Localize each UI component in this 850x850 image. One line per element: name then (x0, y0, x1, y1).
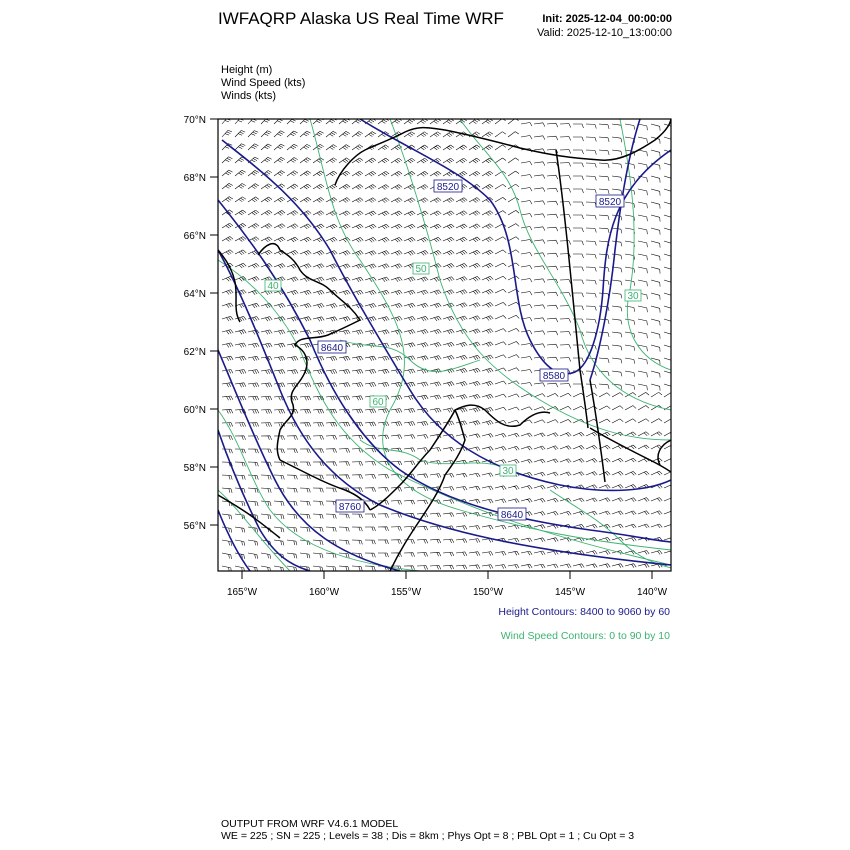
svg-text:30: 30 (502, 466, 514, 477)
valid-time: Valid: 2025-12-10_13:00:00 (537, 27, 672, 39)
lat-tick-label: 58°N (183, 463, 206, 474)
lat-tick-label: 70°N (183, 115, 206, 126)
height-label-6 (498, 508, 526, 521)
lon-tick-label: 140°W (636, 587, 668, 598)
svg-text:8640: 8640 (320, 343, 344, 354)
speed-label-5 (500, 465, 516, 477)
svg-text:8520: 8520 (436, 182, 460, 193)
lon-tick-label: 150°W (472, 587, 504, 598)
field-label-wind-speed: Wind Speed (kts) (221, 77, 306, 89)
height-label-5 (336, 500, 364, 513)
lat-tick-label: 66°N (183, 231, 206, 242)
lon-tick-label: 145°W (554, 587, 586, 598)
field-label-height: Height (m) (221, 64, 273, 76)
speed-label-2 (265, 280, 281, 292)
lon-tick-label: 165°W (226, 587, 258, 598)
speed-label-1 (413, 263, 429, 275)
chart-title: IWFAQRP Alaska US Real Time WRF (218, 9, 504, 28)
svg-text:8760: 8760 (338, 502, 362, 513)
lat-tick-label: 64°N (183, 289, 206, 300)
lat-tick-label: 60°N (183, 405, 206, 416)
model-info-line2: WE = 225 ; SN = 225 ; Levels = 38 ; Dis = 8km ; Phys Opt = 8 ; PBL Opt = 1 ; Cu Opt = 3 (221, 830, 635, 842)
svg-text:8580: 8580 (542, 371, 566, 382)
field-label-winds: Winds (kts) (221, 90, 276, 102)
contour-labels (265, 180, 641, 521)
height-label-2 (596, 195, 624, 208)
lat-tick-label: 68°N (183, 173, 206, 184)
lon-tick-label: 155°W (390, 587, 422, 598)
wrf-map (160, 110, 690, 605)
lon-tick-label: 160°W (308, 587, 340, 598)
svg-text:30: 30 (627, 291, 639, 302)
lat-tick-label: 62°N (183, 347, 206, 358)
height-label-3 (318, 341, 346, 354)
height-contour-legend: Height Contours: 8400 to 9060 by 60 (498, 606, 670, 618)
lat-tick-label: 56°N (183, 521, 206, 532)
svg-text:60: 60 (372, 397, 384, 408)
svg-text:8520: 8520 (598, 197, 622, 208)
speed-label-3 (625, 290, 641, 302)
height-label-4 (540, 369, 568, 382)
svg-text:50: 50 (415, 264, 427, 275)
init-time: Init: 2025-12-04_00:00:00 (542, 13, 672, 25)
svg-text:40: 40 (267, 281, 279, 292)
svg-text:8640: 8640 (500, 510, 524, 521)
wind-speed-contour-legend: Wind Speed Contours: 0 to 90 by 10 (500, 630, 670, 642)
height-label-1 (434, 180, 462, 193)
speed-label-4 (370, 396, 386, 408)
model-info-line1: OUTPUT FROM WRF V4.6.1 MODEL (221, 818, 399, 830)
